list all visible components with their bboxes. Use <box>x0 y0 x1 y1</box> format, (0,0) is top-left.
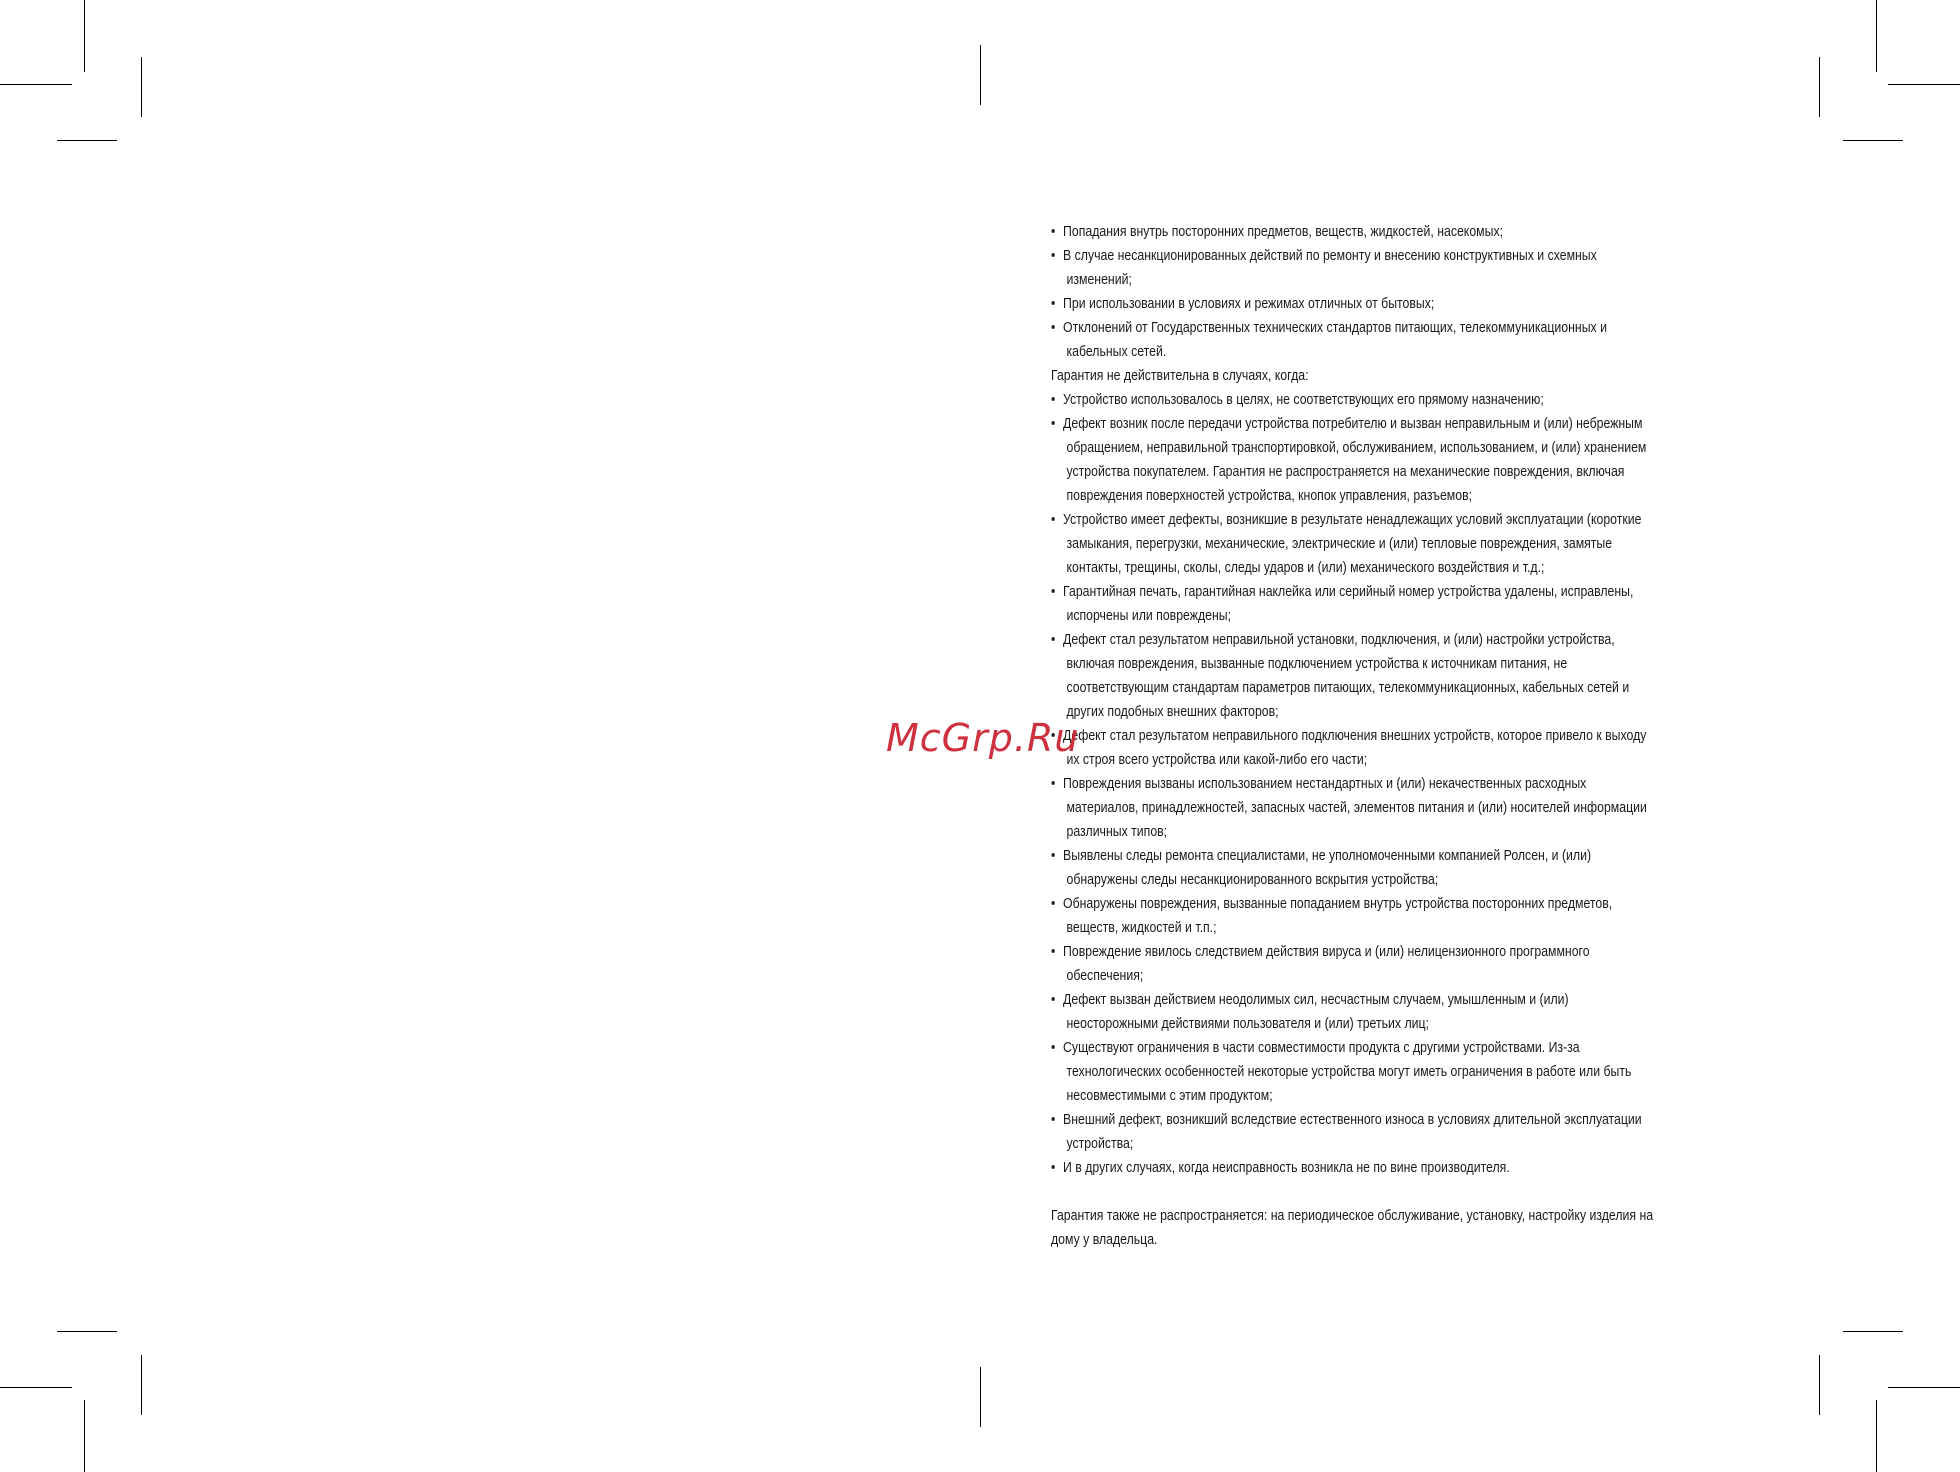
bullet-item-line: • Устройство имеет дефекты, возникшие в результате ненадлежащих условий эксплуатации (короткие <box>1051 508 1653 532</box>
paragraph-line: Гарантия не действительна в случаях, когда: <box>1051 368 1309 384</box>
crop-mark <box>141 1355 142 1415</box>
crop-mark <box>84 1400 85 1472</box>
bullet-item-line: • Дефект возник после передачи устройства потребителю и вызван неправильным и (или) небрежным <box>1051 412 1653 436</box>
bullet-item-continuation: несовместимыми с этим продуктом; <box>1066 1088 1273 1104</box>
crop-mark <box>0 84 72 85</box>
crop-mark <box>1819 1355 1820 1415</box>
bullet-item-line: • При использовании в условиях и режимах отличных от бытовых; <box>1051 292 1653 316</box>
crop-mark <box>0 1387 72 1388</box>
bullet-item-line: • Дефект вызван действием неодолимых сил, несчастным случаем, умышленным и (или) <box>1051 988 1653 1012</box>
bullet-item-continuation: изменений; <box>1066 272 1132 288</box>
bullet-item-line: • Попадания внутрь посторонних предметов, веществ, жидкостей, насекомых; <box>1051 220 1653 244</box>
bullet-item-line: • Гарантийная печать, гарантийная наклейка или серийный номер устройства удалены, исправлены, <box>1051 580 1653 604</box>
bullet-item-continuation: устройства; <box>1066 1136 1134 1152</box>
bullet-item-line: • Выявлены следы ремонта специалистами, не уполномоченными компанией Ролсен, и (или) <box>1051 844 1653 868</box>
bullet-item-line: • В случае несанкционированных действий по ремонту и внесению конструктивных и схемных <box>1051 244 1653 268</box>
crop-mark <box>1843 140 1903 141</box>
bullet-item-line: • Внешний дефект, возникший вследствие естественного износа в условиях длительной эксплуатации <box>1051 1108 1653 1132</box>
bullet-item-continuation: их строя всего устройства или какой-либо его части; <box>1066 752 1368 768</box>
bullet-item-continuation: других подобных внешних факторов; <box>1066 704 1279 720</box>
bullet-item-continuation: веществ, жидкостей и т.п.; <box>1066 920 1217 936</box>
bullet-item-continuation: кабельных сетей. <box>1066 344 1167 360</box>
paragraph-line: дому у владельца. <box>1051 1232 1158 1248</box>
bullet-item-continuation: включая повреждения, вызванные подключением устройства к источникам питания, не <box>1066 656 1568 672</box>
crop-mark <box>1843 1331 1903 1332</box>
crop-mark <box>1819 57 1820 117</box>
crop-mark <box>1876 0 1877 72</box>
bullet-item-continuation: технологических особенностей некоторые устройства могут иметь ограничения в работе или быть <box>1066 1064 1632 1080</box>
bullet-item-continuation: соответствующим стандартам параметров питающих, телекоммуникационных, кабельных сетей и <box>1066 680 1630 696</box>
bullet-item-line: • Дефект стал результатом неправильной установки, подключения, и (или) настройки устройства, <box>1051 628 1653 652</box>
bullet-item-line: • Дефект стал результатом неправильного подключения внешних устройств, которое привело к выходу <box>1051 724 1653 748</box>
bullet-item-continuation: материалов, принадлежностей, запасных частей, элементов питания и (или) носителей информации <box>1066 800 1647 816</box>
crop-mark <box>980 1367 981 1427</box>
bullet-item-continuation: обращением, неправильной транспортировкой, обслуживанием, использованием, и (или) хранением <box>1066 440 1647 456</box>
watermark-logo: McGrp.Ru <box>886 716 1080 760</box>
bullet-item-continuation: контакты, трещины, сколы, следы ударов и (или) механического воздействия и т.д.; <box>1066 560 1545 576</box>
bullet-item-continuation: повреждения поверхностей устройства, кнопок управления, разъемов; <box>1066 488 1473 504</box>
crop-mark <box>141 57 142 117</box>
crop-mark <box>1888 1387 1960 1388</box>
bullet-item-line: • Отклонений от Государственных технических стандартов питающих, телекоммуникационных и <box>1051 316 1653 340</box>
bullet-item-continuation: обнаружены следы несанкционированного вскрытия устройства; <box>1066 872 1439 888</box>
bullet-item-continuation: замыкания, перегрузки, механические, электрические и (или) тепловые повреждения, замятые <box>1066 536 1613 552</box>
warranty-text-column <box>1051 220 1751 1252</box>
bullet-item-line: • Существуют ограничения в части совместимости продукта с другими устройствами. Из-за <box>1051 1036 1653 1060</box>
bullet-item-continuation: устройства покупателем. Гарантия не распространяется на механические повреждения, включая <box>1066 464 1625 480</box>
crop-mark <box>1888 84 1960 85</box>
crop-mark <box>980 45 981 105</box>
crop-mark <box>1876 1400 1877 1472</box>
crop-mark <box>57 140 117 141</box>
bullet-item-line: • Обнаружены повреждения, вызванные попаданием внутрь устройства посторонних предметов, <box>1051 892 1653 916</box>
paragraph-line: Гарантия также не распространяется: на периодическое обслуживание, установку, настройку изделия на <box>1051 1208 1654 1224</box>
bullet-item-continuation: неосторожными действиями пользователя и (или) третьих лиц; <box>1066 1016 1429 1032</box>
crop-mark <box>84 0 85 72</box>
crop-mark <box>57 1331 117 1332</box>
bullet-item-line: • Повреждения вызваны использованием нестандартных и (или) некачественных расходных <box>1051 772 1653 796</box>
bullet-item-line: • Устройство использовалось в целях, не соответствующих его прямому назначению; <box>1051 388 1653 412</box>
paragraph-spacer <box>1051 1180 1751 1204</box>
bullet-item-continuation: различных типов; <box>1066 824 1168 840</box>
bullet-item-continuation: испорчены или повреждены; <box>1066 608 1232 624</box>
bullet-item-continuation: обеспечения; <box>1066 968 1144 984</box>
bullet-item-line: • Повреждение явилось следствием действия вируса и (или) нелицензионного программного <box>1051 940 1653 964</box>
bullet-item-line: • И в других случаях, когда неисправность возникла не по вине производителя. <box>1051 1156 1653 1180</box>
